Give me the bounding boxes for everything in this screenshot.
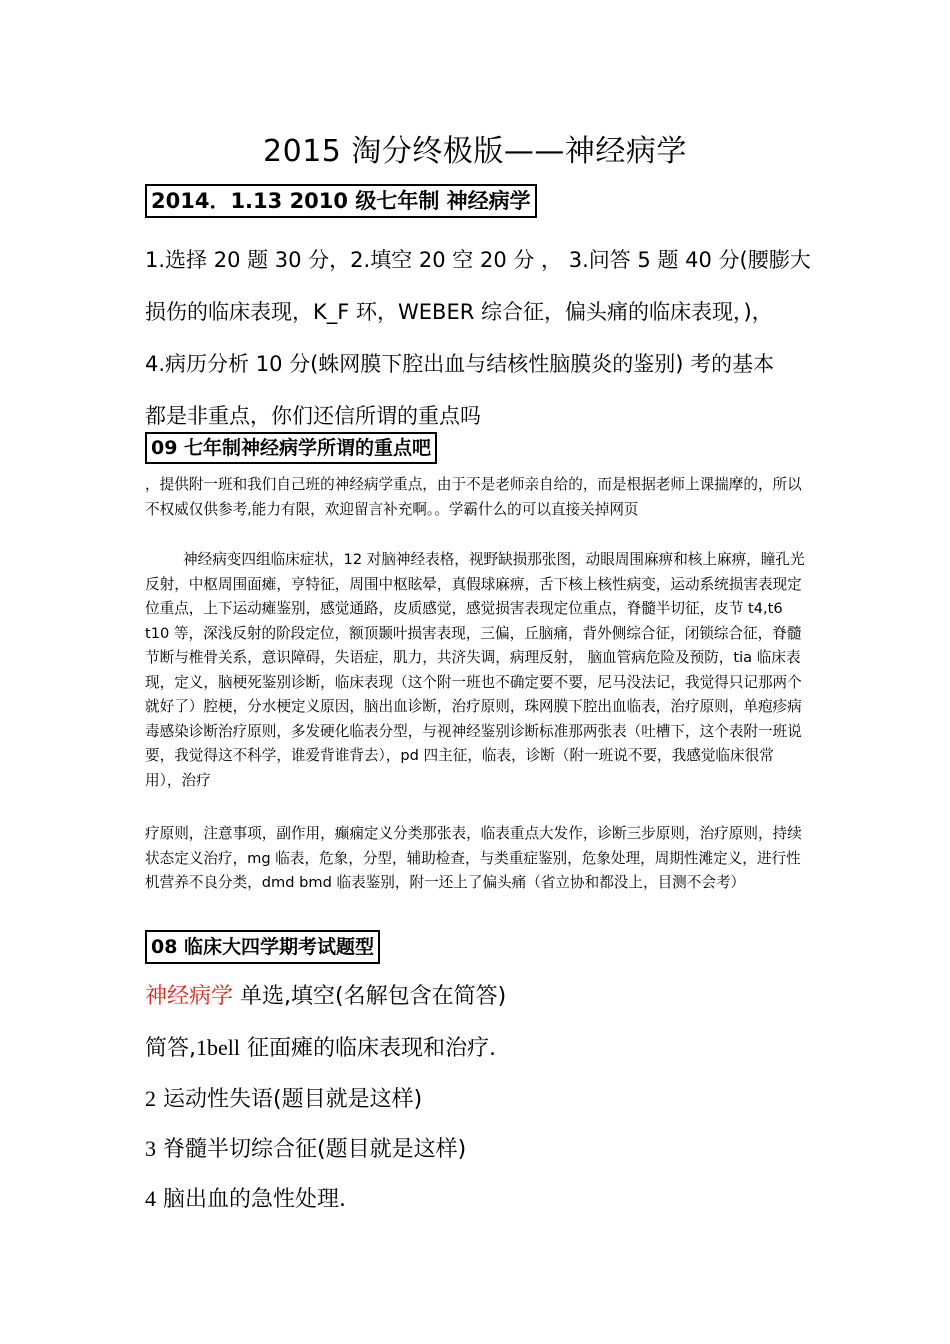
key-points-continued-paragraph: 疗原则，注意事项，副作用，癫痫定义分类那张表，临表重点大发作，诊断三步原则，治疗原则，持续状态定义治疗，mg 临表，危象，分型，辅助检查，与类重症鉴别，危象处理，周期性滩定义，进行性机营养不良分类，dmd bmd 临表鉴别，附一还上了偏头痛（省立协和都没上，目测不会考） [145, 825, 802, 891]
question-number: 1bell [196, 1035, 240, 1060]
question-2 [145, 1082, 422, 1117]
question-text: 运动性失语(题目就是这样) [156, 1087, 423, 1112]
question-text: 脊髓半切综合征(题目就是这样) [156, 1137, 467, 1162]
question-number: 3 [145, 1136, 156, 1161]
question-text: 征面瘫的临床表现和治疗. [240, 1036, 496, 1061]
intro-paragraph: ，提供附一班和我们自己班的神经病学重点，由于不是老师亲自给的，而是根据老师上课揣摩的，所以不权威仅供参考,能力有限，欢迎留言补充啊。。学霸什么的可以直接关掉网页 [145, 476, 802, 518]
section-heading-09-key-points: 09 七年制神经病学所谓的重点吧 [145, 432, 437, 464]
paragraph-line: 都是非重点，你们还信所谓的重点吗 [145, 404, 481, 428]
question-text: 脑出血的急性处理. [156, 1187, 346, 1212]
question-prefix: 简答, [145, 1036, 196, 1061]
paragraph-line: 损伤的临床表现，K_F 环，WEBER 综合征，偏头痛的临床表现，)， [145, 300, 773, 324]
question-3 [145, 1132, 466, 1167]
question-number: 2 [145, 1086, 156, 1111]
section-heading-08-exam-types: 08 临床大四学期考试题型 [145, 930, 380, 964]
question-number: 4 [145, 1186, 156, 1211]
paragraph-line: 4.病历分析 10 分(蛛网膜下腔出血与结核性脑膜炎的鉴别) 考的基本 [145, 352, 775, 376]
format-text: 单选,填空(名解包含在简答) [233, 984, 507, 1009]
subject-label: 神经病学 [145, 984, 234, 1009]
question-1 [145, 1031, 496, 1066]
exam-format-paragraph [145, 234, 815, 442]
key-points-paragraph: 神经病变四组临床症状，12 对脑神经表格，视野缺损那张图，动眼周围麻痹和核上麻痹，瞳孔光反射，中枢周围面瘫，亨特征，周围中枢眩晕，真假球麻痹，舌下核上核性病变，运动系统损害表现定位重点，上下运动瘫鉴别，感觉通路，皮质感觉，感觉损害表现定位重点，脊髓半切征，皮节 t4,t6 t10 等，深浅反射的阶段定位，额顶颞叶损害表现，三偏，丘脑痛，背外侧综合征，闭锁综合征，脊髓节断与椎骨关系，意识障碍，失语症，肌力，共济失调，病理反射， 脑血管病危险及预防，tia 临床表现，定义，脑梗死鉴别诊断，临床表现（这个附一班也不确定要不要，尼马没法记，我觉得只记那两个就好了）腔梗，分水梗定义原因，脑出血诊断，治疗原则，珠网膜下腔出血临表，治疗原则，单疱疹病毒感染诊断治疗原则，多发硬化临表分型，与视神经鉴别诊断标准那两张表（吐槽下，这个表附一班说要，我觉得这不科学，谁爱背谁背去），pd 四主征，临表，诊断（附一班说不要，我感觉临床很常用），治疗 [145, 551, 805, 789]
exam-format-line [145, 980, 506, 1014]
paragraph-line: 1.选择 20 题 30 分，2.填空 20 空 20 分 ， 3.问答 5 题 40 分(腰膨大 [145, 248, 811, 272]
section-heading-2014-exam: 2014．1.13 2010 级七年制 神经病学 [145, 184, 537, 218]
question-4 [145, 1182, 346, 1217]
document-title: 2015 淘分终极版——神经病学 [263, 134, 687, 169]
